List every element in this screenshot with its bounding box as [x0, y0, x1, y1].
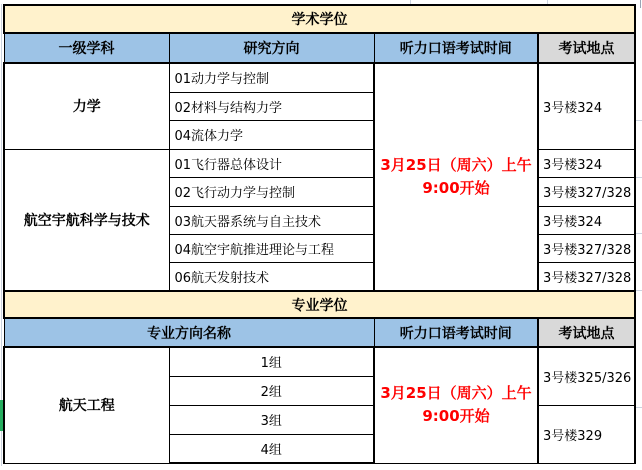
academic-header-discipline[interactable]: 一级学科 — [4, 33, 169, 63]
direction-cell[interactable]: 01动力学与控制 — [169, 63, 374, 92]
location-cell[interactable]: 3号楼327/328 — [538, 177, 635, 206]
location-cell[interactable]: 3号楼325/326 — [538, 347, 635, 405]
group-cell[interactable]: 1组 — [169, 347, 374, 376]
direction-cell[interactable]: 01飞行器总体设计 — [169, 149, 374, 177]
exam-time-line2: 9:00开始 — [422, 407, 490, 426]
group-cell[interactable]: 3组 — [169, 405, 374, 434]
professional-exam-time-cell[interactable] — [374, 347, 538, 463]
group-cell[interactable]: 4组 — [169, 434, 374, 463]
direction-cell[interactable]: 02材料与结构力学 — [169, 92, 374, 120]
location-cell[interactable]: 3号楼324 — [538, 206, 635, 234]
discipline-aerospace[interactable]: 航空宇航科学与技术 — [4, 149, 169, 291]
gridline-stub — [636, 407, 642, 408]
exam-time-line2: 9:00开始 — [422, 179, 490, 197]
academic-exam-time-cell[interactable] — [374, 63, 538, 291]
direction-cell[interactable]: 03航天器系统与自主技术 — [169, 206, 374, 234]
direction-cell[interactable]: 04航空宇航推进理论与工程 — [169, 234, 374, 262]
academic-section-title[interactable]: 学术学位 — [4, 5, 635, 33]
direction-cell[interactable]: 04流体力学 — [169, 120, 374, 149]
professional-section-title[interactable]: 专业学位 — [4, 291, 635, 318]
program-aerospace-engineering[interactable]: 航天工程 — [4, 347, 169, 463]
gridline-stub — [636, 120, 642, 121]
academic-header-exam-time[interactable]: 听力口语考试时间 — [374, 33, 538, 63]
direction-cell[interactable]: 02飞行动力学与控制 — [169, 177, 374, 206]
exam-time-line1: 3月25日（周六）上午 — [380, 384, 532, 402]
group-cell[interactable]: 2组 — [169, 376, 374, 405]
gridline-stub — [636, 290, 642, 291]
gridline-stub — [636, 177, 642, 178]
location-cell[interactable]: 3号楼324 — [538, 63, 635, 149]
gridline-stub — [1, 4, 2, 466]
direction-cell[interactable]: 06航天发射技术 — [169, 262, 374, 291]
location-cell[interactable]: 3号楼324 — [538, 149, 635, 177]
academic-header-direction[interactable]: 研究方向 — [169, 33, 374, 63]
exam-time-line1: 3月25日（周六）上午 — [380, 155, 532, 174]
location-cell[interactable]: 3号楼327/328 — [538, 262, 635, 291]
gridline-stub — [636, 233, 642, 234]
professional-header-program[interactable]: 专业方向名称 — [4, 318, 374, 347]
discipline-mechanics[interactable]: 力学 — [4, 63, 169, 149]
professional-header-exam-time[interactable]: 听力口语考试时间 — [374, 318, 538, 347]
exam-schedule-table — [3, 4, 636, 464]
gridline-stub — [640, 0, 641, 8]
location-cell[interactable]: 3号楼327/328 — [538, 234, 635, 262]
location-cell[interactable]: 3号楼329 — [538, 405, 635, 463]
academic-header-location[interactable]: 考试地点 — [538, 33, 635, 63]
professional-header-location[interactable]: 考试地点 — [538, 318, 635, 347]
